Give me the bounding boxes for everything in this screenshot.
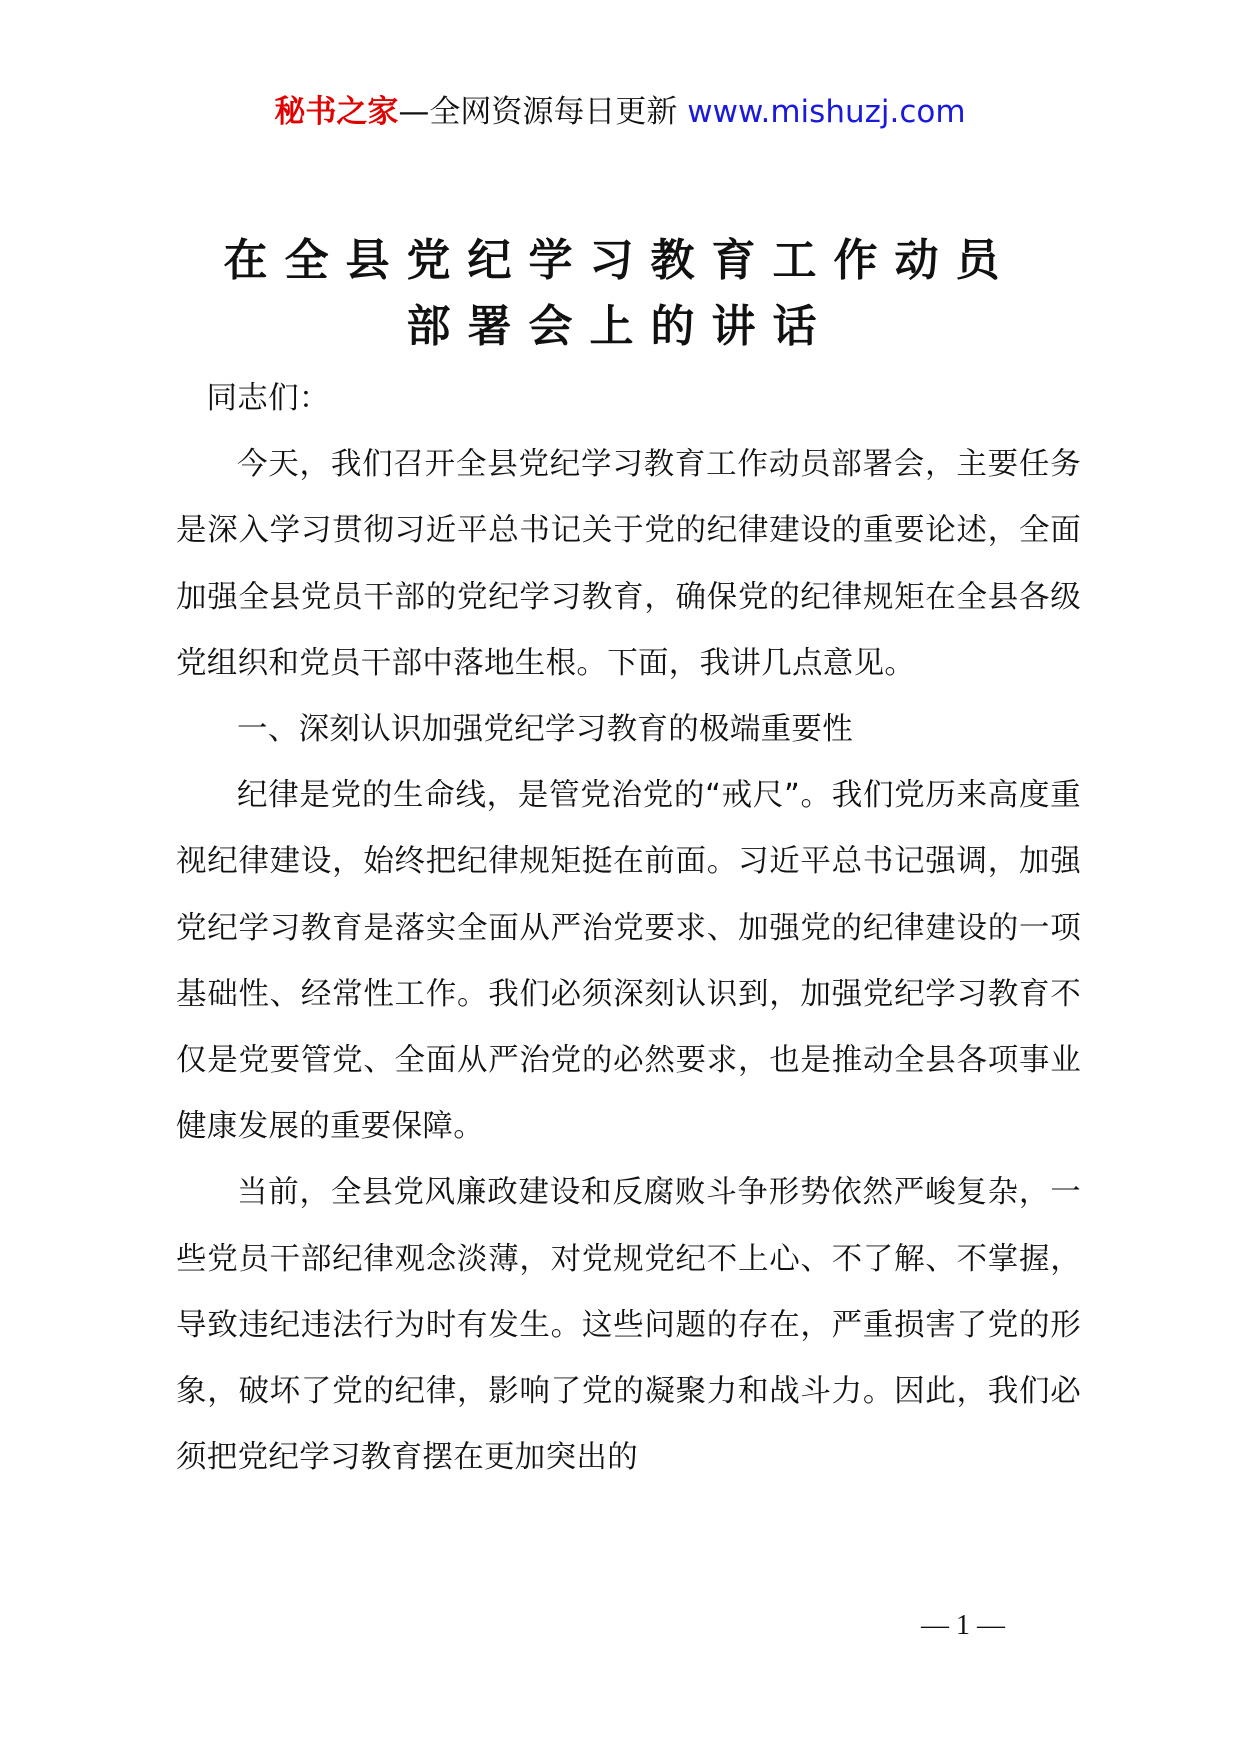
- site-tagline: —全网资源每日更新: [398, 94, 688, 130]
- salutation: 同志们：: [206, 381, 330, 416]
- paragraph-intro: 今天，我们召开全县党纪学习教育工作动员部署会，主要任务是深入学习贯彻习近平总书记关于党的纪律建设的重要论述，全面加强全县党员干部的党纪学习教育，确保党的纪律规矩在全县各级党组织和党员干部中落地生根。下面，我讲几点意见。: [176, 447, 1081, 681]
- document-title-line-2: 部署会上的讲话: [406, 301, 834, 352]
- site-url-link[interactable]: www.mishuzj.com: [687, 94, 966, 130]
- document-body: [176, 366, 1081, 1491]
- paragraph-current-situation: 当前，全县党风廉政建设和反腐败斗争形势依然严峻复杂，一些党员干部纪律观念淡薄，对党规党纪不上心、不了解、不掌握，导致违纪违法行为时有发生。这些问题的存在，严重损害了党的形象，破坏了党的纪律，影响了党的凝聚力和战斗力。因此，我们必须把党纪学习教育摆在更加突出的: [176, 1175, 1081, 1476]
- page-number: — 1 —: [921, 1610, 1005, 1641]
- site-header-banner: [0, 92, 1240, 132]
- paragraph-discipline: 纪律是党的生命线，是管党治党的“戒尺”。我们党历来高度重视纪律建设，始终把纪律规矩挺在前面。习近平总书记强调，加强党纪学习教育是落实全面从严治党要求、加强党的纪律建设的一项基础性、经常性工作。我们必须深刻认识到，加强党纪学习教育不仅是党要管党、全面从严治党的必然要求，也是推动全县各项事业健康发展的重要保障。: [176, 778, 1081, 1145]
- document-title: [150, 228, 1090, 360]
- section-heading-1: 一、深刻认识加强党纪学习教育的极端重要性: [237, 712, 853, 748]
- site-brand-name: 秘书之家: [274, 94, 399, 130]
- document-title-line-1: 在全县党纪学习教育工作动员: [223, 235, 1017, 286]
